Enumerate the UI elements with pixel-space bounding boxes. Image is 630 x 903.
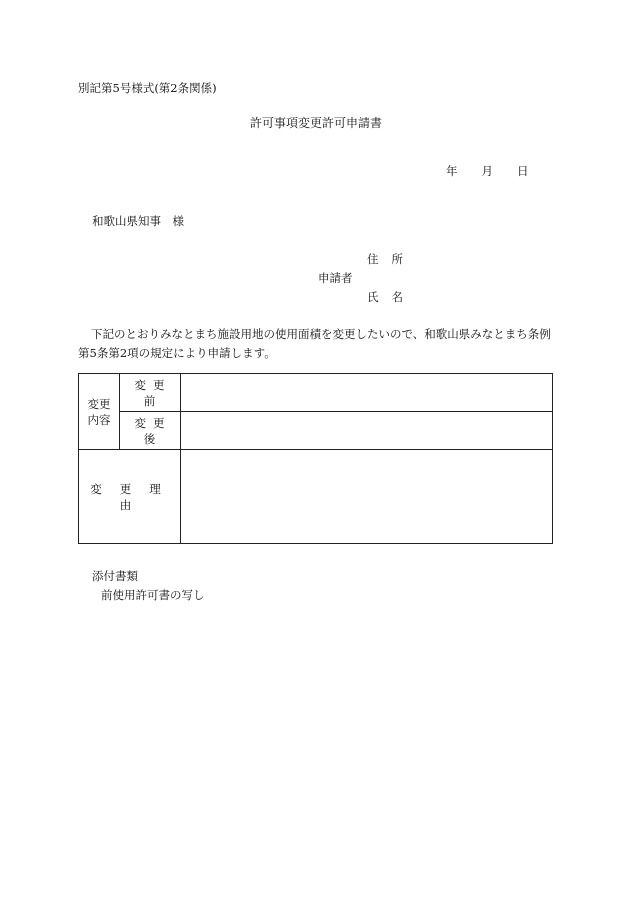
attachments-heading: 添付書類 (92, 569, 138, 583)
addressee: 和歌山県知事 様 (92, 214, 184, 228)
applicant-label: 申請者 (318, 271, 353, 285)
table-row (79, 450, 553, 544)
change-content-line1: 変更 (87, 396, 111, 411)
before-change-field[interactable] (181, 374, 553, 412)
date-line (446, 163, 529, 179)
table-row (79, 374, 553, 412)
body-paragraph: 下記のとおりみなとまち施設用地の使用面積を変更したいので、和歌山県みなとまち条例第5条第2項の規定により申請します。 (78, 327, 551, 360)
year-label: 年 (446, 164, 458, 178)
name-label: 氏名 (367, 290, 416, 304)
after-change-field[interactable] (181, 412, 553, 450)
day-label: 日 (517, 164, 529, 178)
before-change-label: 変更前 (120, 374, 181, 412)
change-reason-label: 変更理由 (79, 450, 181, 544)
change-content-line2: 内容 (87, 412, 111, 427)
document-title: 許可事項変更許可申請書 (250, 116, 383, 130)
month-label: 月 (481, 164, 493, 178)
change-reason-field[interactable] (181, 450, 553, 544)
form-number: 別記第5号様式(第2条関係) (78, 81, 217, 95)
change-details-table (78, 373, 553, 544)
table-row (79, 412, 553, 450)
change-content-label (79, 374, 120, 450)
address-label: 住所 (367, 252, 416, 266)
after-change-label: 変更後 (120, 412, 181, 450)
attachment-item: 前使用許可書の写し (101, 588, 205, 602)
